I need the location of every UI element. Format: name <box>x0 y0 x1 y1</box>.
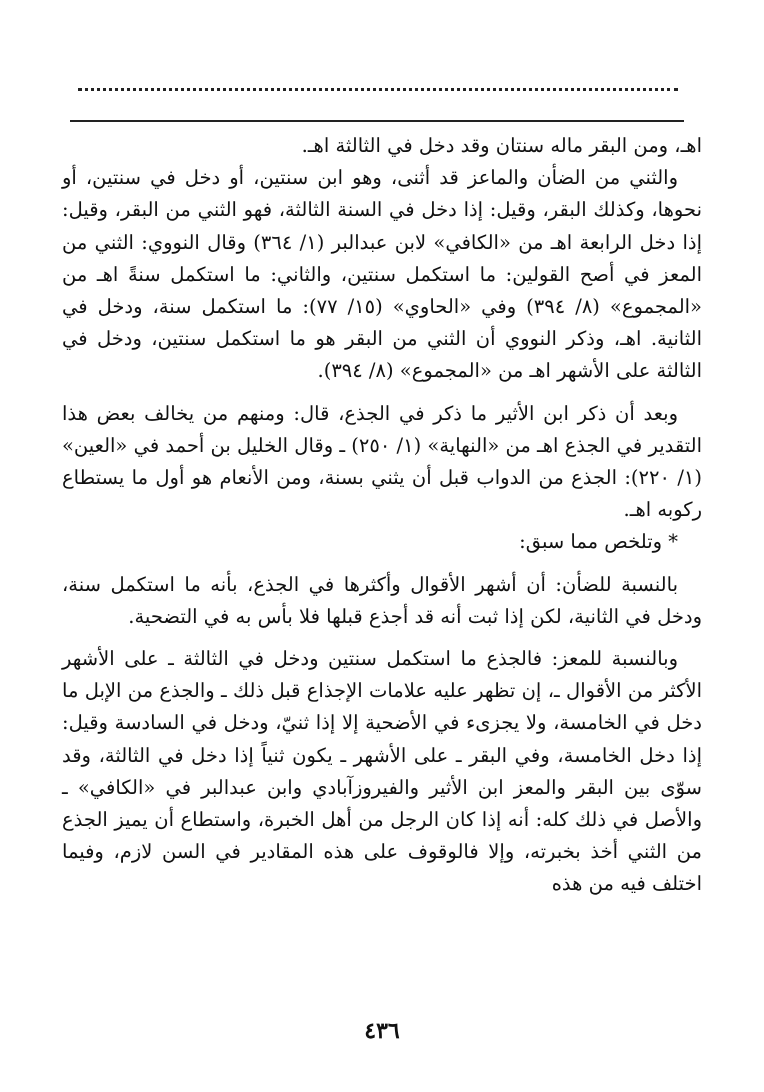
header-dotted-rule <box>78 88 678 91</box>
summary-heading: * وتلخص مما سبق: <box>519 530 678 554</box>
body-text <box>62 130 702 901</box>
header-solid-rule <box>70 120 684 122</box>
paragraph-2: والثني من الضأن والماعز قد أثنى، وهو ابن سنتين، أو دخل في سنتين، أو نحوها، وكذلك البقر، وقيل: إذا دخل في السنة الثالثة، فهو الثني من البقر، وقيل: إذا دخل الرابعة اهـ من «الكافي» لابن عبدالبر (١/ ٣٦٤) وقال النووي: الثني من المعز في أصح القولين: ما استكمل سنتين، والثاني: ما استكمل سنةً اهـ من «المجموع» (٨/ ٣٩٤) وفي «الحاوي» (١٥/ ٧٧): ما استكمل سنة، ودخل في الثانية. اهـ، وذكر النووي أن الثني من البقر هو ما استكمل سنتين، ودخل في الثالثة على الأشهر اهـ من «المجموع» (٨/ ٣٩٤). <box>62 166 702 383</box>
paragraph-goats: وبالنسبة للمعز: فالجذع ما استكمل سنتين ودخل في الثالثة ـ على الأشهر الأكثر من الأقوال ـ، إن تظهر عليه علامات الإجذاع قبل ذلك ـ والجذع من الإبل ما دخل في الخامسة، ولا يجزىء في الأضحية إلا إذا ثنيّ، ودخل في السادسة وقيل: إذا دخل الخامسة، وفي البقر ـ على الأشهر ـ يكون ثنياً إذا دخل في الثالثة، وقد سوّى بين البقر والمعز ابن الأثير والفيروزآبادي وابن عبدالبر في «الكافي» ـ والأصل في ذلك كله: أنه إذا كان الرجل من أهل الخبرة، واستطاع أن يميز الجذع من الثني أخذ بخبرته، وإلا فالوقوف على هذه المقادير في السن لازم، وفيما اختلف فيه من هذه <box>62 647 702 896</box>
paragraph-3: وبعد أن ذكر ابن الأثير ما ذكر في الجذع، قال: ومنهم من يخالف بعض هذا التقدير في الجذع اهـ من «النهاية» (١/ ٢٥٠) ـ وقال الخليل بن أحمد في «العين» (١/ ٢٢٠): الجذع من الدواب قبل أن يثني بسنة، ومن الأنعام هو أول ما يستطاع ركوبه اهـ. <box>62 401 702 522</box>
paragraph-1: اهـ، ومن البقر ماله سنتان وقد دخل في الثالثة اهـ. <box>301 134 702 157</box>
paragraph-sheep: بالنسبة للضأن: أن أشهر الأقوال وأكثرها في الجذع، بأنه ما استكمل سنة، ودخل في الثانية، لكن إذا ثبت أنه قد أجذع قبلها فلا بأس به في التضحية. <box>62 572 702 628</box>
page-number: ٤٣٦ <box>364 1018 400 1044</box>
